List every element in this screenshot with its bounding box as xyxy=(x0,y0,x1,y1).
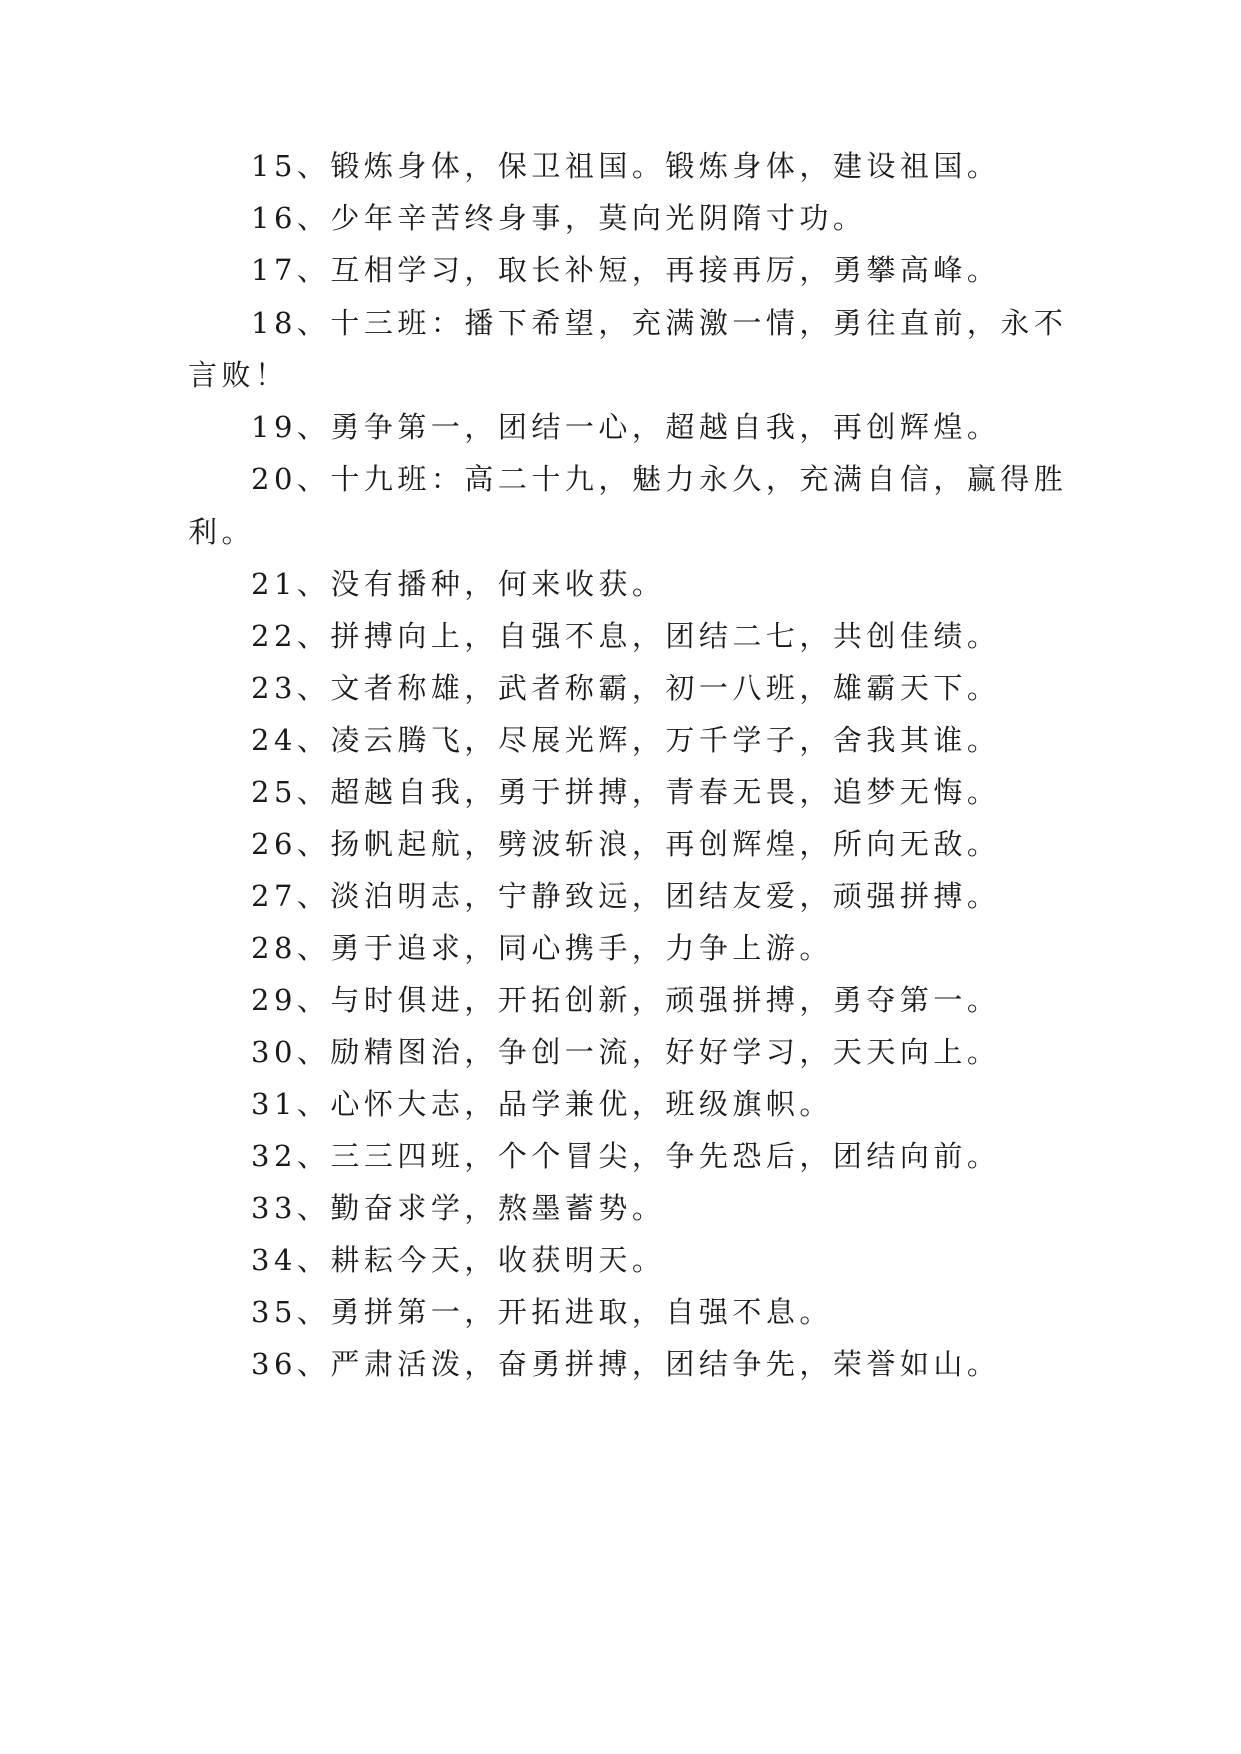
text-line-25: 25、超越自我，勇于拼搏，青春无畏，追梦无悔。 xyxy=(251,775,1001,809)
text-line-27: 27、淡泊明志，宁静致远，团结友爱，顽强拼搏。 xyxy=(251,879,1001,913)
text-line-30: 30、励精图治，争创一流，好好学习，天天向上。 xyxy=(251,1035,1001,1069)
text-line-28: 28、勇于追求，同心携手，力争上游。 xyxy=(251,931,833,965)
text-line-20: 20、十九班：高二十九，魅力永久，充满自信，赢得胜 xyxy=(251,462,1068,496)
text-line-16: 16、少年辛苦终身事，莫向光阴隋寸功。 xyxy=(251,201,867,235)
text-line-34: 34、耕耘今天，收获明天。 xyxy=(251,1243,666,1277)
text-line-32: 32、三三四班，个个冒尖，争先恐后，团结向前。 xyxy=(251,1139,1001,1173)
text-line-26: 26、扬帆起航，劈波斩浪，再创辉煌，所向无敌。 xyxy=(251,827,1001,861)
text-line-22: 22、拼搏向上，自强不息，团结二七，共创佳绩。 xyxy=(251,619,1001,653)
text-line-33: 33、勤奋求学，熬墨蓄势。 xyxy=(251,1191,666,1225)
text-line-17: 17、互相学习，取长补短，再接再厉，勇攀高峰。 xyxy=(251,253,1001,287)
text-line-18-continued: 言败！ xyxy=(188,358,289,392)
text-line-18: 18、十三班：播下希望，充满激一情，勇往直前，永不 xyxy=(251,306,1068,340)
text-line-19: 19、勇争第一，团结一心，超越自我，再创辉煌。 xyxy=(251,410,1001,444)
text-line-21: 21、没有播种，何来收获。 xyxy=(251,567,666,601)
text-line-31: 31、心怀大志，品学兼优，班级旗帜。 xyxy=(251,1087,833,1121)
text-line-35: 35、勇拼第一，开拓进取，自强不息。 xyxy=(251,1295,833,1329)
text-line-15: 15、锻炼身体，保卫祖国。锻炼身体，建设祖国。 xyxy=(251,149,1001,183)
text-line-24: 24、凌云腾飞，尽展光辉，万千学子，舍我其谁。 xyxy=(251,723,1001,757)
text-line-36: 36、严肃活泼，奋勇拼搏，团结争先，荣誉如山。 xyxy=(251,1347,1001,1381)
text-line-23: 23、文者称雄，武者称霸，初一八班，雄霸天下。 xyxy=(251,671,1001,705)
text-line-20-continued: 利。 xyxy=(188,515,256,549)
text-line-29: 29、与时俱进，开拓创新，顽强拼搏，勇夺第一。 xyxy=(251,983,1001,1017)
